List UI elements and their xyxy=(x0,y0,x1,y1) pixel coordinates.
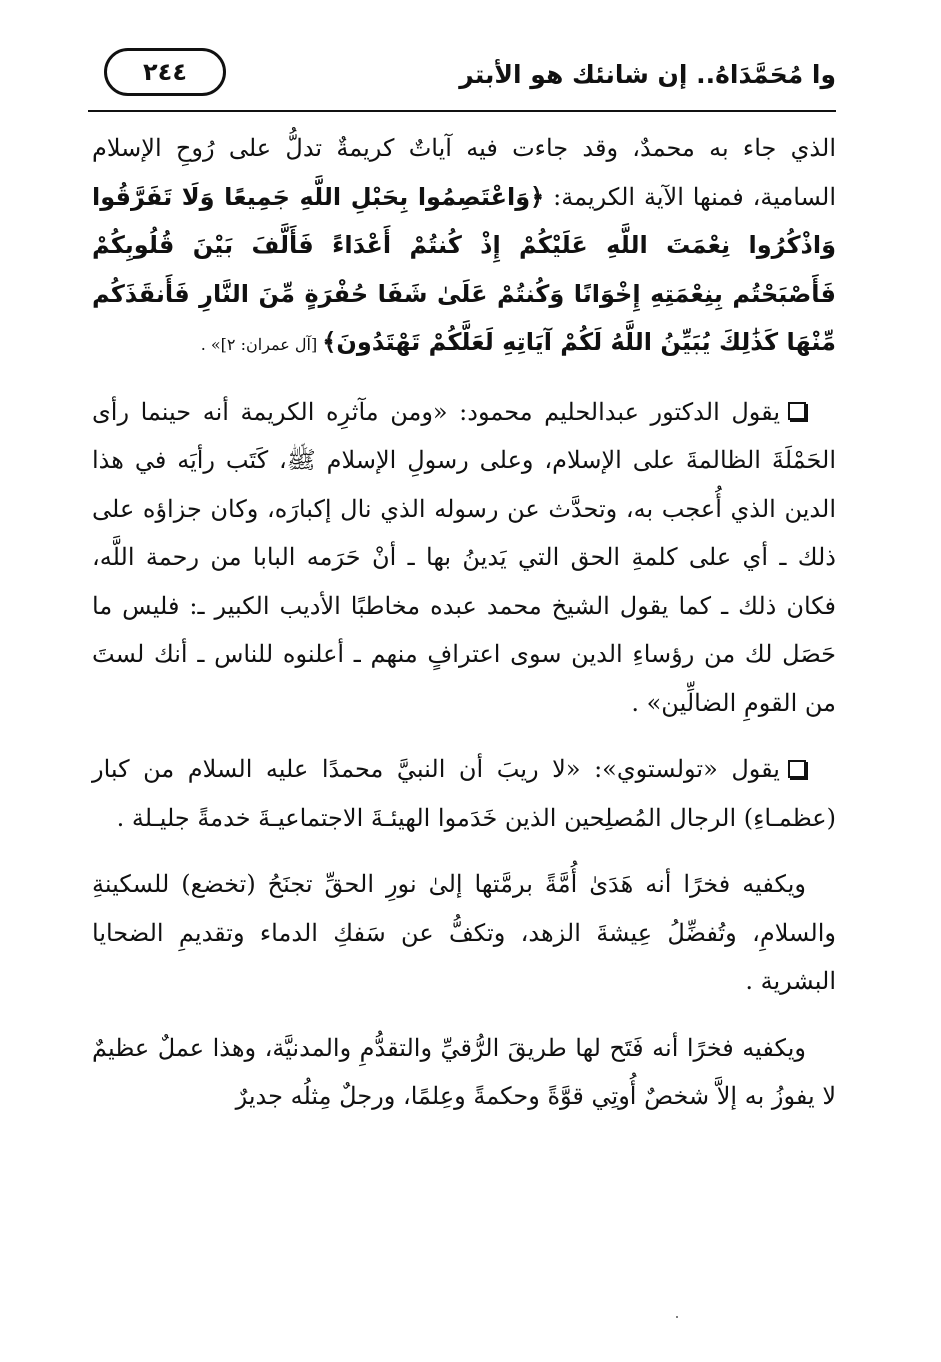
square-bullet-icon xyxy=(788,402,806,420)
page-number-badge xyxy=(104,48,226,96)
paragraph-4 xyxy=(92,860,836,1006)
paragraph-5-text: ويكفيه فخرًا أنه فَتَح لها طريقَ الرُّقيِّ والتقدُّمِ والمدنيَّة، وهذا عملٌ عظيمٌ لا يفوزُ به إلاَّ شخصٌ أُوتِي قوَّةً وحكمةً وعِلمًا، ورجلٌ مِثلُه جديرٌ xyxy=(92,1033,836,1110)
paragraph-3-text: يقول «تولستوي»: «لا ريبَ أن النبيَّ محمدًا عليه السلام من كبار (عظمـاءِ) الرجال المُصلِحين الذين خَدَموا الهيئـةَ الاجتماعيـةَ خدمةً جليـلة . xyxy=(92,755,836,832)
paragraph-2-text: يقول الدكتور عبدالحليم محمود: «ومن مآثرِه الكريمة أنه حينما رأى الحَمْلَةَ الظالمةَ على الإسلام، وعلى رسولِ الإسلام ﷺ، كَتَب رأيَه في هذا الدين الذي أُعجب به، وتحدَّث عن رسوله الذي نال إكبارَه، وكان جزاؤه على ذلك ـ أي على كلمةِ الحق التي يَدينُ بها ـ أنْ حَرَمه البابا من رحمة اللَّه، فكان ذلك ـ كما يقول الشيخ محمد عبده مخاطبًا الأديب الكبير ـ: فليس ما حَصَل لك من رؤساءِ الدين سوى اعترافٍ منهم ـ أعلنوه للناس ـ أنك لستَ من القومِ الضالِّين» . xyxy=(92,397,836,717)
paragraph-2 xyxy=(92,388,836,728)
quran-verse: ﴿وَاعْتَصِمُوا بِحَبْلِ اللَّهِ جَمِيعًا وَلَا تَفَرَّقُوا وَاذْكُرُوا نِعْمَتَ اللَّهِ عَلَيْكُمْ إِذْ كُنتُمْ أَعْدَاءً فَأَلَّفَ بَيْنَ قُلُوبِكُمْ فَأَصْبَحْتُم بِنِعْمَتِهِ إِخْوَانًا وَكُنتُمْ عَلَىٰ شَفَا حُفْرَةٍ مِّنَ النَّارِ فَأَنقَذَكُم مِّنْهَا كَذَٰلِكَ يُبَيِّنُ اللَّهُ لَكُمْ آيَاتِهِ لَعَلَّكُمْ تَهْتَدُونَ﴾ xyxy=(92,182,836,356)
running-title: وا مُحَمَّدَاهُ.. إن شانئك هو الأبتر xyxy=(459,60,836,89)
page-number: ٢٤٤ xyxy=(143,58,187,86)
page-body xyxy=(92,124,836,1135)
scan-speck xyxy=(676,1316,678,1318)
paragraph-3 xyxy=(92,745,836,842)
square-bullet-icon xyxy=(788,760,806,778)
paragraph-1-text: الذي جاء به محمدٌ، وقد جاءت فيه آياتٌ كريمةٌ تدلُّ على رُوحِ الإسلام السامية، فمنها الآية الكريمة: xyxy=(92,134,836,211)
header-divider xyxy=(88,110,836,112)
page-header xyxy=(88,40,836,106)
paragraph-4-text: ويكفيه فخرًا أنه هَدَىٰ أُمَّةً برمَّتها إلىٰ نورِ الحقِّ تجنَحُ (تخضع) للسكينةِ والسلامِ، وتُفضِّلُ عِيشةَ الزهد، وتكفُّ عن سَفكِ الدماء وتقديمِ الضحايا البشرية . xyxy=(92,870,836,995)
paragraph-1 xyxy=(92,124,836,370)
paragraph-5 xyxy=(92,1024,836,1121)
verse-reference: [آل عمران: ٢]» . xyxy=(200,335,323,354)
